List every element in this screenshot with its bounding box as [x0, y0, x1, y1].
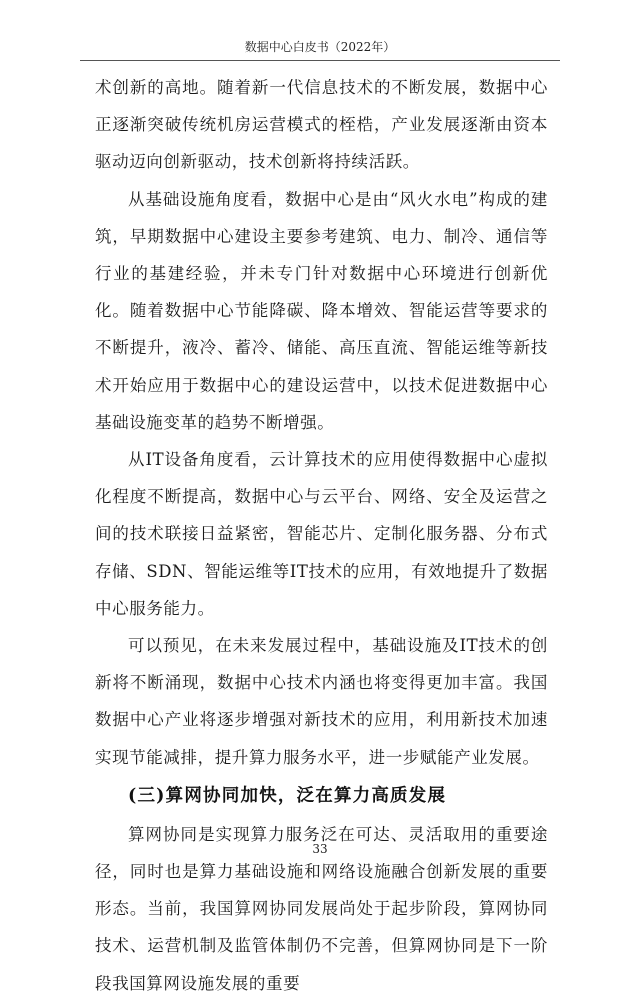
body-paragraph-computing-network: 算网协同是实现算力服务泛在可达、灵活取用的重要途径，同时也是算力基础设施和网络设施融合创新发展的重要形态。当前，我国算网协同发展尚处于起步阶段，算网协同技术、运营机制及监管体制仍不完善，但算网协同是下一阶段我国算网设施发展的重要	[95, 824, 548, 993]
body-paragraph-it-equipment: 从IT设备角度看，云计算技术的应用使得数据中心虚拟化程度不断提高，数据中心与云平台、网络、安全及运营之间的技术联接日益紧密，智能芯片、定制化服务器、分布式存储、SDN、智能运维等IT技术的应用，有效地提升了数据中心服务能力。	[95, 450, 548, 618]
body-paragraph-continued: 术创新的高地。随着新一代信息技术的不断发展，数据中心正逐渐突破传统机房运营模式的桎梏，产业发展逐渐由资本驱动迈向创新驱动，技术创新将持续活跃。	[95, 78, 548, 172]
page-body	[95, 69, 548, 1002]
body-paragraph-outlook: 可以预见，在未来发展过程中，基础设施及IT技术的创新将不断涌现，数据中心技术内涵也将变得更加丰富。我国数据中心产业将逐步增强对新技术的应用，利用新技术加速实现节能减排，提升算力服务水平，进一步赋能产业发展。	[95, 636, 548, 767]
body-paragraph-infrastructure: 从基础设施角度看，数据中心是由“风火水电”构成的建筑，早期数据中心建设主要参考建筑、电力、制冷、通信等行业的基建经验，并未专门针对数据中心环境进行创新优化。随着数据中心节能降碳、降本增效、智能运营等要求的不断提升，液冷、蓄冷、储能、高压直流、智能运维等新技术开始应用于数据中心的建设运营中，以技术促进数据中心基础设施变革的趋势不断增强。	[95, 189, 548, 432]
page-number: 33	[312, 842, 328, 856]
running-header: 数据中心白皮书（2022年）	[244, 40, 396, 54]
section-heading: (三)算网协同加快，泛在算力高质发展	[128, 785, 447, 806]
header-divider	[80, 60, 560, 61]
